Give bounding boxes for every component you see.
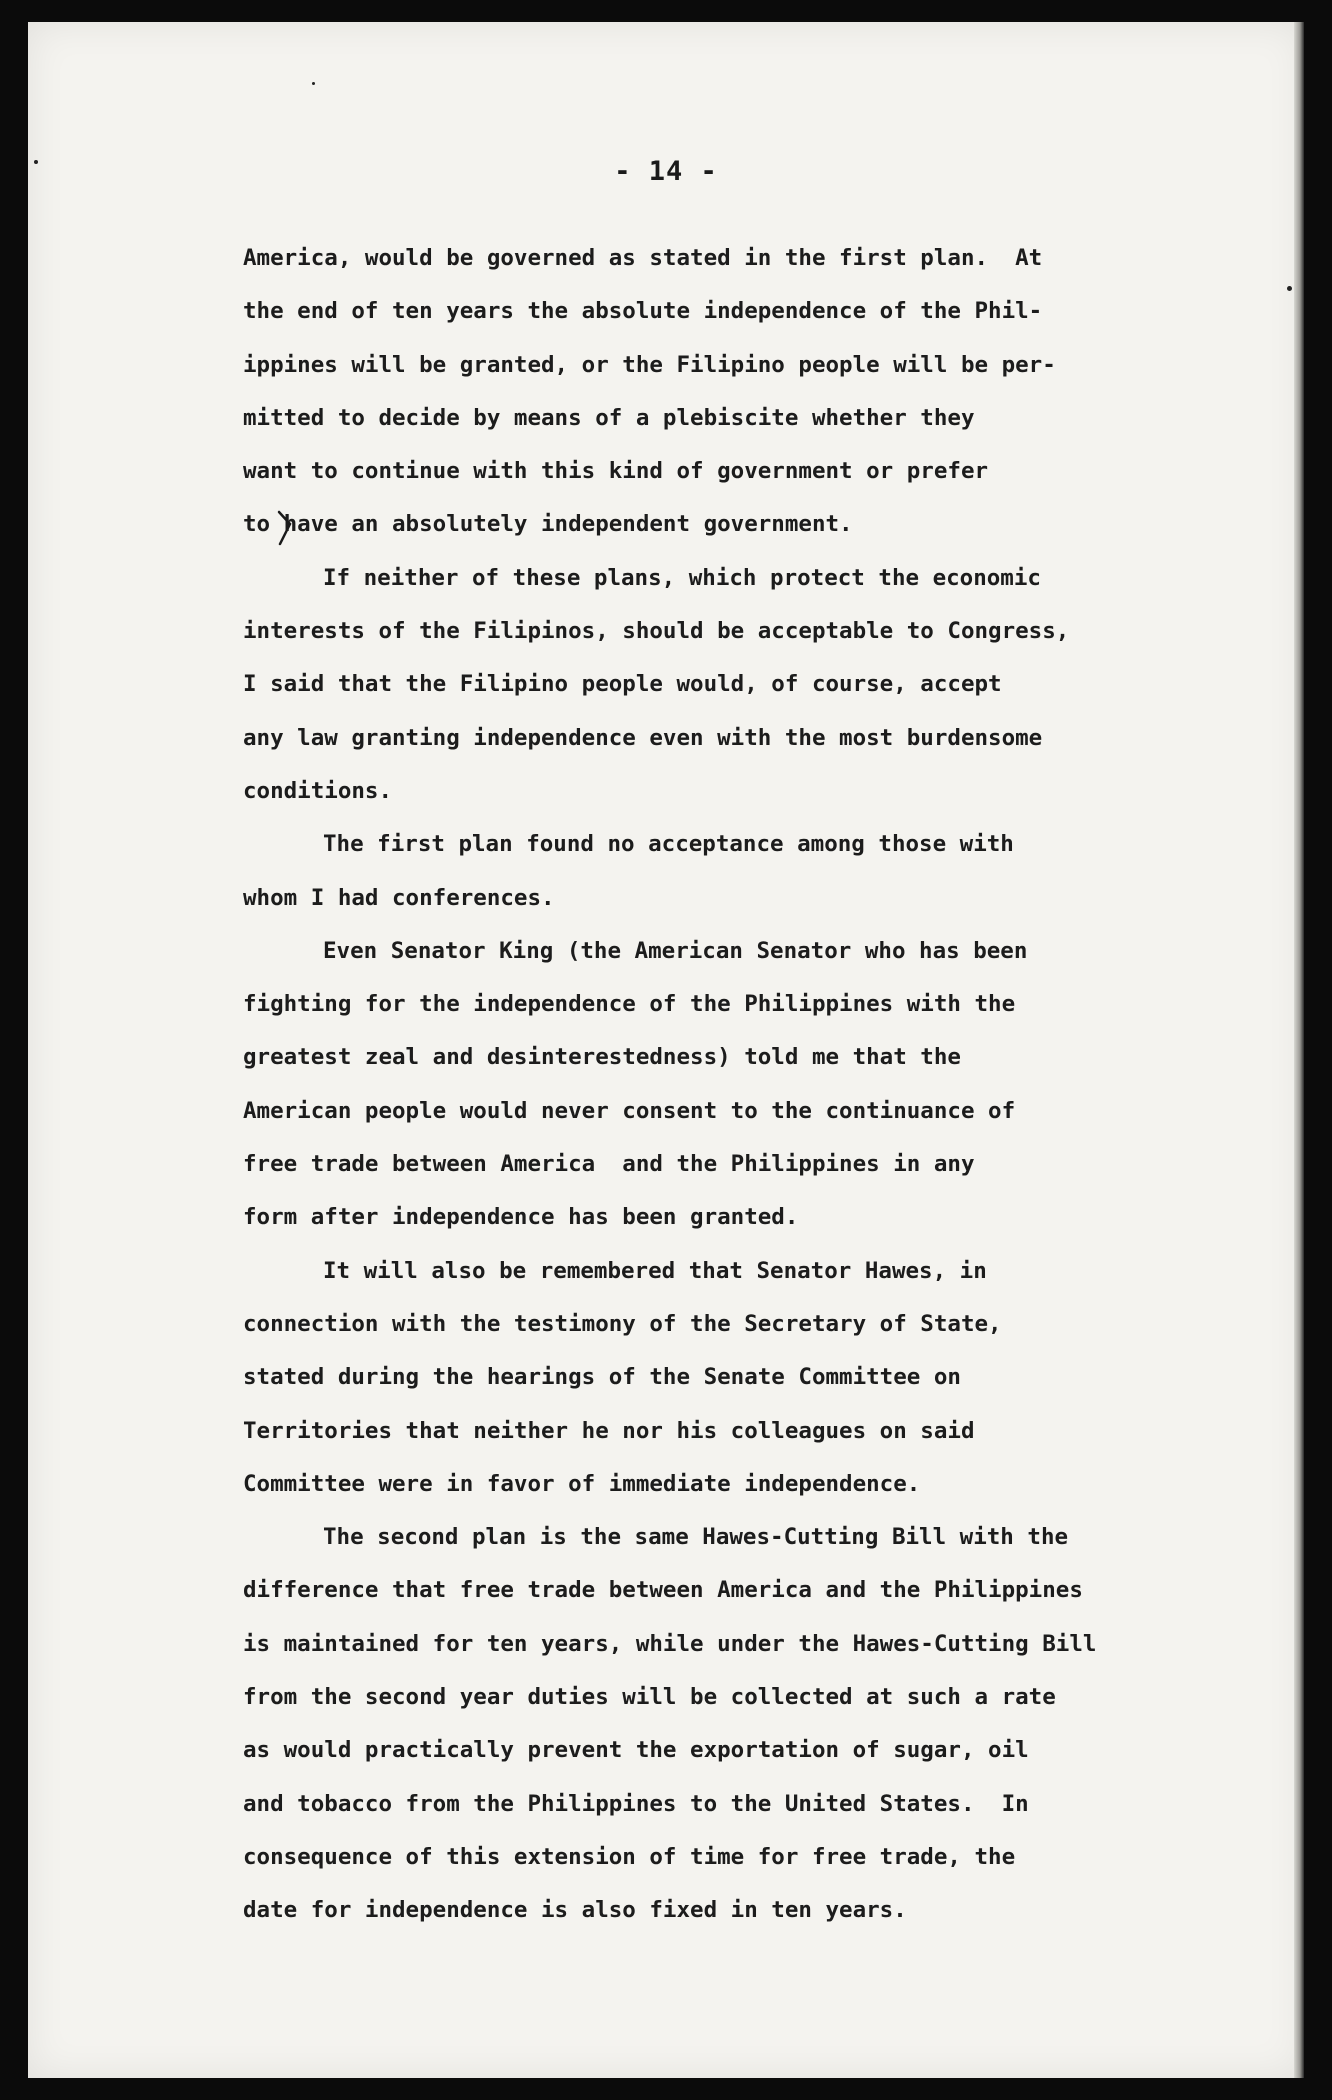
- text-line: connection with the testimony of the Secretary of State,: [243, 1310, 1002, 1337]
- scan-speck: [34, 160, 38, 164]
- scan-speck: [1287, 286, 1292, 291]
- document-body: [243, 232, 1263, 1938]
- text-line: the end of ten years the absolute independence of the Phil-: [243, 298, 1043, 325]
- text-line: Even Senator King (the American Senator who has been: [323, 937, 1028, 964]
- text-line: I said that the Filipino people would, of course, accept: [243, 671, 1002, 698]
- text-line: difference that free trade between America and the Philippines: [243, 1577, 1083, 1604]
- text-line: America, would be governed as stated in the first plan. At: [243, 245, 1043, 271]
- text-line: form after independence has been granted.: [243, 1204, 799, 1231]
- text-line: from the second year duties will be collected at such a rate: [243, 1684, 1056, 1711]
- text-line: and tobacco from the Philippines to the United States. In: [243, 1790, 1029, 1817]
- text-line: If neither of these plans, which protect the economic: [323, 564, 1041, 591]
- text-line: any law granting independence even with the most burdensome: [243, 724, 1043, 751]
- text-line: It will also be remembered that Senator Hawes, in: [323, 1257, 987, 1284]
- text-line: is maintained for ten years, while under the Hawes-Cutting Bill: [243, 1630, 1097, 1657]
- paragraph: [243, 925, 1263, 1245]
- paragraph: [243, 1245, 1263, 1511]
- text-line: American people would never consent to the continuance of: [243, 1097, 1016, 1124]
- text-line: conditions.: [243, 777, 393, 804]
- text-line: Committee were in favor of immediate independence.: [243, 1470, 921, 1497]
- text-line: as would practically prevent the exportation of sugar, oil: [243, 1737, 1029, 1764]
- text-line: consequence of this extension of time for free trade, the: [243, 1843, 1016, 1870]
- text-line: to have an absolutely independent government.: [243, 511, 853, 538]
- text-line: whom I had conferences.: [243, 884, 555, 911]
- text-line: The first plan found no acceptance among those with: [323, 831, 1014, 858]
- text-line: want to continue with this kind of government or prefer: [243, 458, 989, 485]
- text-line: greatest zeal and desinterestedness) told me that the: [243, 1044, 961, 1071]
- paragraph: [243, 1511, 1263, 1937]
- text-line: interests of the Filipinos, should be acceptable to Congress,: [243, 618, 1070, 645]
- paragraph: [243, 232, 1263, 552]
- page-edge-shadow: [1294, 22, 1304, 2078]
- scan-speck: [312, 82, 315, 85]
- text-line: Territories that neither he nor his colleagues on said: [243, 1417, 975, 1444]
- page-number: - 14 -: [614, 156, 718, 187]
- text-line: fighting for the independence of the Philippines with the: [243, 991, 1016, 1018]
- text-line: date for independence is also fixed in ten years.: [243, 1897, 907, 1924]
- handwritten-insertion-mark: [276, 510, 296, 546]
- text-line: stated during the hearings of the Senate Committee on: [243, 1364, 961, 1391]
- text-line: mitted to decide by means of a plebiscite whether they: [243, 404, 975, 431]
- paragraph: [243, 818, 1263, 925]
- text-line: The second plan is the same Hawes-Cutting Bill with the: [323, 1524, 1069, 1551]
- text-line: free trade between America and the Philippines in any: [243, 1151, 975, 1178]
- paragraph: [243, 552, 1263, 818]
- text-line: ippines will be granted, or the Filipino people will be per-: [243, 351, 1056, 378]
